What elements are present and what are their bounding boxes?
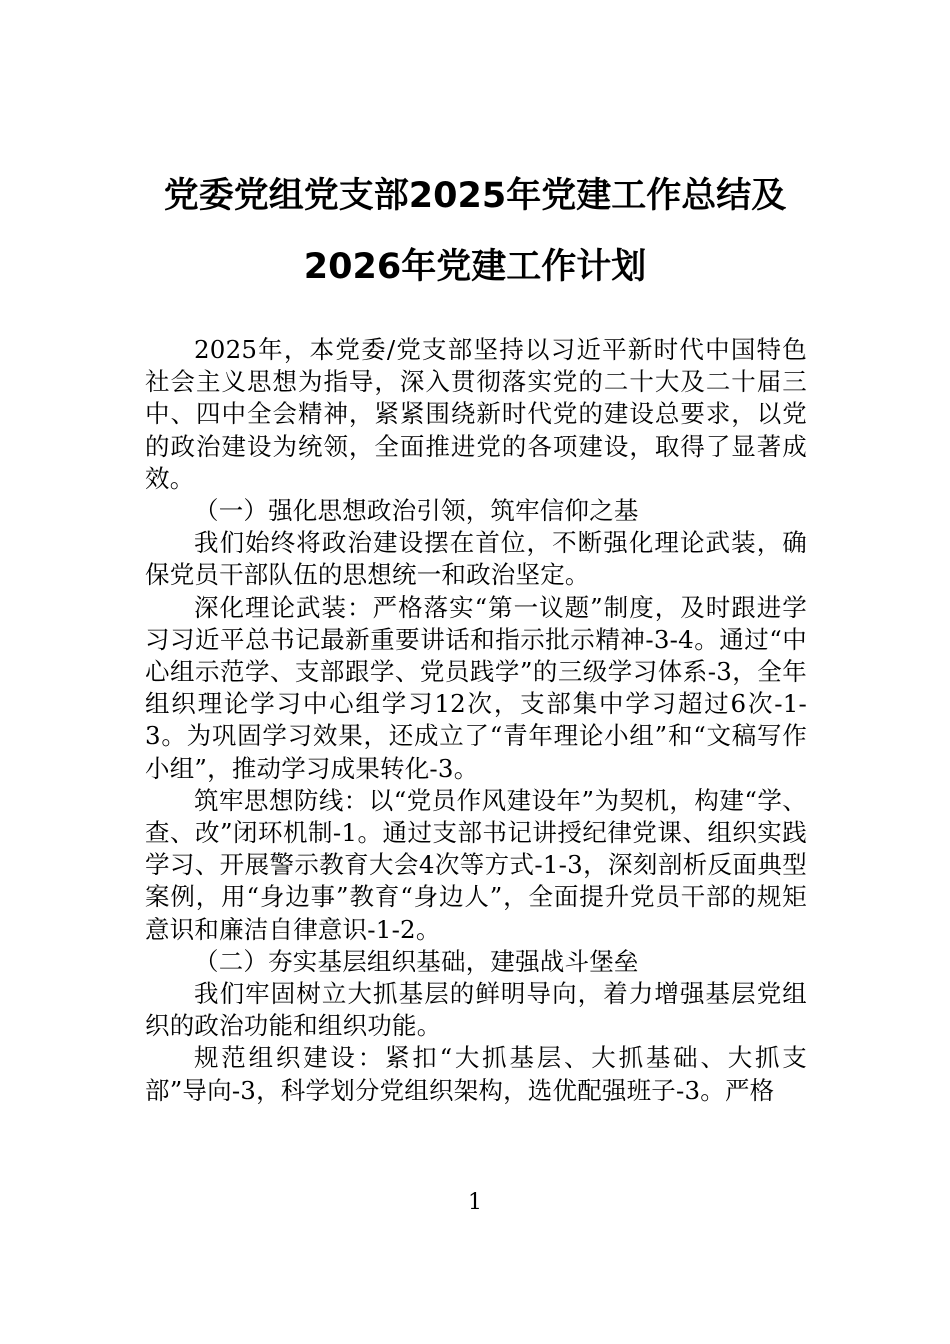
paragraph: 筑牢思想防线：以“党员作风建设年”为契机，构建“学、查、改”闭环机制-1。通过支部书记讲授纪律党课、组织实践学习、开展警示教育大会4次等方式-1-3，深刻剖析反面典型案例，用“身边事”教育“身边人”，全面提升党员干部的规矩意识和廉洁自律意识-1-2。: [145, 785, 807, 944]
document-body: [145, 334, 807, 1107]
section-heading-2: （二）夯实基层组织基础，建强战斗堡垒: [194, 946, 639, 976]
section-heading-1: （一）强化思想政治引领，筑牢信仰之基: [194, 496, 639, 526]
paragraph-intro: 2025年，本党委/党支部坚持以习近平新时代中国特色社会主义思想为指导，深入贯彻落实党的二十大及二十届三中、四中全会精神，紧紧围绕新时代党的建设总要求，以党的政治建设为统领，全面推进党的各项建设，取得了显著成效。: [145, 335, 807, 493]
paragraph: 我们始终将政治建设摆在首位，不断强化理论武装，确保党员干部队伍的思想统一和政治坚定。: [145, 528, 807, 590]
page-number: 1: [468, 1190, 482, 1215]
document-title-line-1: 党委党组党支部2025年党建工作总结及: [163, 176, 787, 216]
paragraph: 规范组织建设：紧扣“大抓基层、大抓基础、大抓支部”导向-3，科学划分党组织架构，选优配强班子-3。严格: [145, 1043, 807, 1105]
paragraph: 我们牢固树立大抓基层的鲜明导向，着力增强基层党组织的政治功能和组织功能。: [145, 979, 807, 1041]
paragraph: 深化理论武装：严格落实“第一议题”制度，及时跟进学习习近平总书记最新重要讲话和指示批示精神-3-4。通过“中心组示范学、支部跟学、党员践学”的三级学习体系-3，全年组织理论学习中心组学习12次，支部集中学习超过6次-1-3。为巩固学习效果，还成立了“青年理论小组”和“文稿写作小组”，推动学习成果转化-3。: [145, 592, 807, 783]
document-title-line-2: 2026年党建工作计划: [303, 247, 647, 287]
